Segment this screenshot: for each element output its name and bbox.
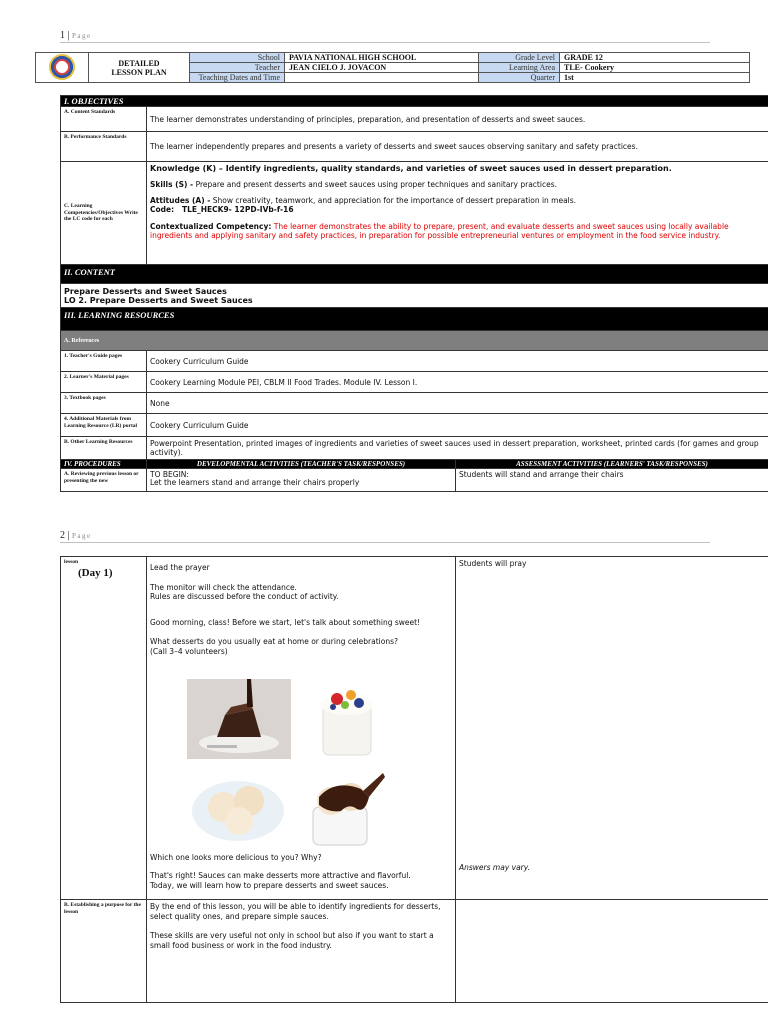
- learning-competencies-label: C. Learning Competencies/Objectives Write the LC code for each: [61, 162, 147, 265]
- chocolate-sundae-image: [305, 767, 389, 849]
- attitudes-objective: Attitudes (A) - Show creativity, teamwork, and appreciation for the importance of dessert preparation in meals.: [150, 196, 577, 205]
- dates-label: Teaching Dates and Time: [190, 73, 285, 83]
- right-text: That's right! Sauces can make desserts more attractive and flavorful. Today, we will learn how to prepare desserts and sweet sauces.: [150, 871, 411, 890]
- purpose-text: By the end of this lesson, you will be able to identify ingredients for desserts, select quality ones, and prepare simple sauces. These skills are very useful not only in school but also if you want to start a small food business or work in the food industry.: [147, 900, 456, 1003]
- textbook-label: 3. Textbook pages: [61, 393, 147, 414]
- rules-text: Rules are discussed before the conduct of activity.: [150, 592, 339, 601]
- deped-seal-icon: [49, 54, 75, 80]
- other-resources-text: Powerpoint Presentation, printed images of ingredients and varieties of sweet sauces used in dessert preparation, worksheet, printed cards (for games and group activity).: [147, 437, 768, 460]
- grade-value: GRADE 12: [560, 53, 750, 63]
- developmental-activities-heading: DEVELOPMENTAL ACTIVITIES (TEACHER'S TASK/RESPONSES): [147, 460, 456, 469]
- textbook-text: None: [147, 393, 768, 414]
- references-heading: A. References: [61, 331, 768, 351]
- answers-response: Answers may vary.: [459, 863, 530, 872]
- ice-cream-image: [187, 771, 289, 843]
- chocolate-cake-image: [187, 679, 291, 759]
- reviewing-lesson-label: A. Reviewing previous lesson or presenting the new: [61, 469, 147, 492]
- content-standards-text: The learner demonstrates understanding of principles, preparation, and presentation of desserts and sweet sauces.: [147, 107, 768, 132]
- learners-material-text: Cookery Learning Module PEI, CBLM II Food Trades. Module IV. Lesson I.: [147, 372, 768, 393]
- lesson-plan-title: DETAILED LESSON PLAN: [89, 53, 190, 83]
- quarter-value: 1st: [560, 73, 750, 83]
- to-begin-text: TO BEGIN: Let the learners stand and arrange their chairs properly: [147, 469, 456, 492]
- which-question-text: Which one looks more delicious to you? Why?: [150, 853, 322, 862]
- procedures-table: [60, 556, 768, 1003]
- volunteers-text: (Call 3–4 volunteers): [150, 646, 228, 656]
- teacher-label: Teacher: [190, 63, 285, 73]
- learning-competencies-text: [147, 162, 768, 265]
- header-rule: [60, 42, 710, 43]
- content-text: Prepare Desserts and Sweet Sauces LO 2. Prepare Desserts and Sweet Sauces: [61, 284, 768, 308]
- quarter-label: Quarter: [479, 73, 560, 83]
- objectives-heading: I. OBJECTIVES: [61, 96, 768, 107]
- contextualized-competency: Contextualized Competency: The learner demonstrates the ability to prepare, present, and evaluate desserts and sweet sauces using locally available ingredients and applying sanitary and safety practices, in preparation for possible entrepreneurial ventures or employment in the food service industry.: [150, 222, 729, 240]
- prayer-response: Students will pray: [459, 559, 527, 568]
- page-separator: |: [67, 530, 70, 541]
- establishing-purpose-label: B. Establishing a purpose for the lesson: [61, 900, 147, 1003]
- prayer-text: Lead the prayer: [150, 563, 210, 572]
- fruit-parfait-image: [305, 679, 389, 761]
- page-word: Page: [72, 32, 92, 40]
- attendance-text: The monitor will check the attendance.: [150, 582, 297, 592]
- additional-materials-label: 4. Additional Materials from Learning Resource (LR) portal: [61, 414, 147, 437]
- area-value: TLE- Cookery: [560, 63, 750, 73]
- day-label: (Day 1): [78, 566, 113, 579]
- page-number-header-2: [60, 530, 92, 541]
- lesson-plan-header-table: [35, 52, 750, 83]
- content-standards-label: A. Content Standards: [61, 107, 147, 132]
- purpose-response: [456, 900, 768, 1003]
- page-number: 2: [60, 530, 65, 541]
- knowledge-objective: Knowledge (K) – Identify ingredients, quality standards, and varieties of sweet sauces used in dessert preparation.: [150, 164, 672, 173]
- other-resources-label: B. Other Learning Resources: [61, 437, 147, 460]
- page-separator: |: [67, 30, 70, 41]
- reviewing-lesson-label-cont: lesson (Day 1): [61, 557, 147, 900]
- greeting-text: Good morning, class! Before we start, let's talk about something sweet!: [150, 617, 421, 627]
- page-number: 1: [60, 30, 65, 41]
- lc-code: Code: TLE_HECK9- 12PD-IVb-f-16: [150, 205, 294, 214]
- teacher-value: JEAN CIELO J. JOVACON: [285, 63, 479, 73]
- dates-value: [285, 73, 479, 83]
- teachers-guide-label: 1. Teacher's Guide pages: [61, 351, 147, 372]
- grade-label: Grade Level: [479, 53, 560, 63]
- performance-standards-label: B. Performance Standards: [61, 132, 147, 162]
- day1-activities: [147, 557, 456, 900]
- assessment-activities-heading: ASSESSMENT ACTIVITIES (LEARNERS' TASK/RESPONSES): [456, 460, 768, 469]
- question-text: What desserts do you usually eat at home or during celebrations?: [150, 637, 398, 646]
- skills-objective: Skills (S) - Prepare and present desserts and sweet sauces using proper techniques and sanitary practices.: [150, 180, 557, 189]
- content-heading: II. CONTENT: [61, 265, 768, 284]
- page-number-header: [60, 30, 92, 41]
- school-label: School: [190, 53, 285, 63]
- teachers-guide-text: Cookery Curriculum Guide: [147, 351, 768, 372]
- performance-standards-text: The learner independently prepares and presents a variety of desserts and sweet sauces observing sanitary and safety practices.: [147, 132, 768, 162]
- area-label: Learning Area: [479, 63, 560, 73]
- additional-materials-text: Cookery Curriculum Guide: [147, 414, 768, 437]
- school-value: PAVIA NATIONAL HIGH SCHOOL: [285, 53, 479, 63]
- procedures-heading: IV. PROCEDURES: [61, 460, 147, 469]
- stand-response: Students will stand and arrange their chairs: [456, 469, 768, 492]
- page-word: Page: [72, 532, 92, 540]
- logo-cell: [36, 53, 89, 83]
- day1-responses: [456, 557, 768, 900]
- learners-material-label: 2. Learner's Material pages: [61, 372, 147, 393]
- learning-resources-heading: III. LEARNING RESOURCES: [61, 308, 768, 331]
- header-rule-2: [60, 542, 710, 543]
- lesson-plan-body-table: [60, 95, 768, 492]
